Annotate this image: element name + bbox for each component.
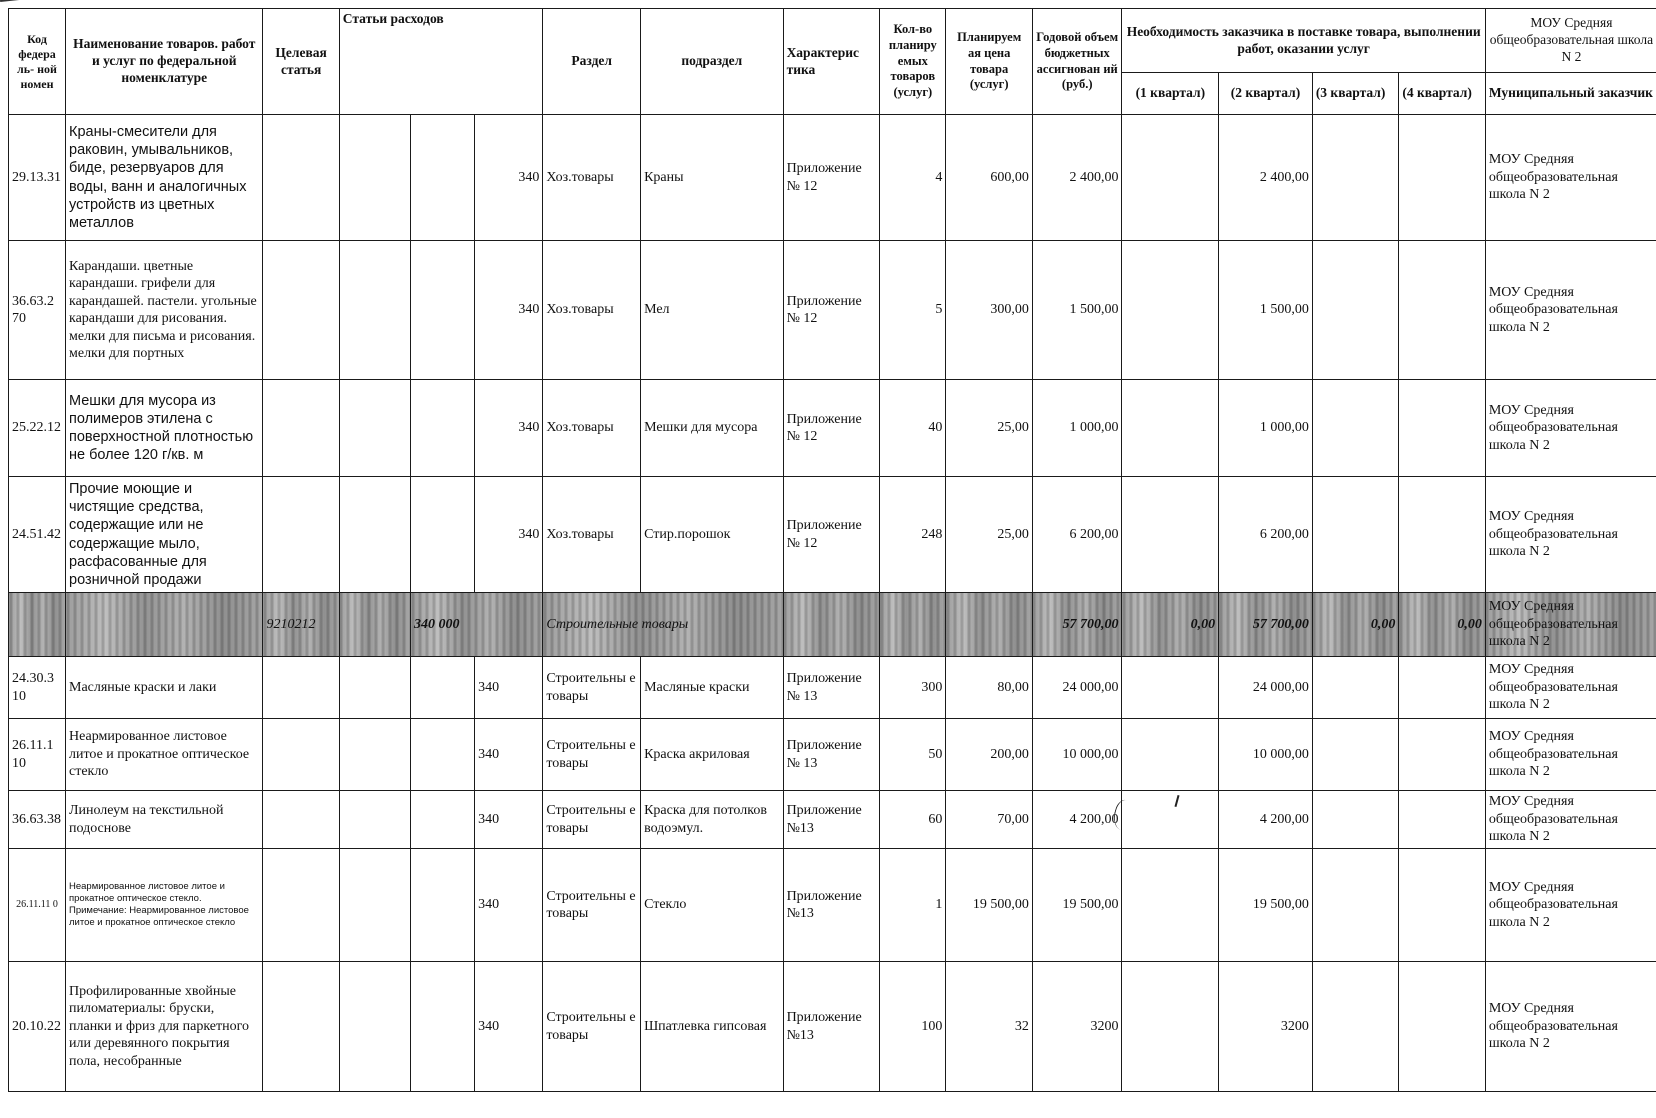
characteristic-cell: Приложение №13 (783, 962, 880, 1092)
header-q3: (3 квартал) (1312, 73, 1399, 115)
subsection-cell: Стир.порошок (641, 477, 784, 593)
q2-cell: 1 500,00 (1219, 241, 1313, 380)
qty-cell: 5 (880, 241, 946, 380)
table-row (9, 719, 1656, 791)
section-cell: Строительны е товары (543, 719, 641, 791)
subsection-cell: Масляные краски (641, 657, 784, 719)
header-annual: Годовой объем бюджетных ассигнован ий (руб.) (1032, 9, 1122, 115)
subtotal-section: Строительные товары (543, 593, 783, 657)
name-cell: Краны-смесители для раковин, умывальников, биде, резервуаров для воды, ванн и аналогичных устройств из цветных металлов (66, 115, 263, 241)
customer-cell: МОУ Средняя общеобразовательная школа N 2 (1485, 241, 1656, 380)
price-cell: 300,00 (946, 241, 1033, 380)
qty-cell: 40 (880, 380, 946, 477)
name-cell: Мешки для мусора из полимеров этилена с поверхностной плотностью не более 120 г/кв. м (66, 380, 263, 477)
price-cell: 200,00 (946, 719, 1033, 791)
q2-cell: 10 000,00 (1219, 719, 1313, 791)
customer-cell: МОУ Средняя общеобразовательная школа N 2 (1485, 849, 1656, 962)
table-row (9, 241, 1656, 380)
header-subsection: подраздел (641, 9, 784, 115)
header-characteristic: Характерис тика (783, 9, 880, 115)
characteristic-cell: Приложение № 12 (783, 115, 880, 241)
price-cell: 25,00 (946, 380, 1033, 477)
customer-cell: МОУ Средняя общеобразовательная школа N 2 (1485, 115, 1656, 241)
customer-cell: МОУ Средняя общеобразовательная школа N 2 (1485, 477, 1656, 593)
subsection-cell: Стекло (641, 849, 784, 962)
subtotal-q2: 57 700,00 (1219, 593, 1313, 657)
characteristic-cell: Приложение №13 (783, 849, 880, 962)
name-cell: Неармированное листовое литое и прокатное оптическое стекло (66, 719, 263, 791)
q2-cell: 3200 (1219, 962, 1313, 1092)
qty-cell: 4 (880, 115, 946, 241)
price-cell: 80,00 (946, 657, 1033, 719)
qty-cell: 60 (880, 791, 946, 849)
characteristic-cell: Приложение № 13 (783, 719, 880, 791)
code-cell: 26.11.1 10 (9, 719, 66, 791)
subtotal-expense: 340 000 (411, 593, 543, 657)
annual-cell: 10 000,00 (1032, 719, 1122, 791)
annual-cell: 1 000,00 (1032, 380, 1122, 477)
q2-cell: 2 400,00 (1219, 115, 1313, 241)
q2-cell: 24 000,00 (1219, 657, 1313, 719)
expense-cell: 340 (475, 791, 543, 849)
customer-cell: МОУ Средняя общеобразовательная школа N 2 (1485, 719, 1656, 791)
name-cell: Карандаши. цветные карандаши. грифели для карандашей. пастели. угольные карандаши для рисования. мелки для письма и рисования. мелки для портных (66, 241, 263, 380)
expense-cell: 340 (475, 849, 543, 962)
subsection-cell: Шпатлевка гипсовая (641, 962, 784, 1092)
header-target: Целевая статья (263, 9, 339, 115)
qty-cell: 300 (880, 657, 946, 719)
section-cell: Хоз.товары (543, 115, 641, 241)
header-need: Необходимость заказчика в поставке товара, выполнении работ, оказании услуг (1122, 9, 1485, 73)
subtotal-target: 9210212 (263, 593, 339, 657)
table-row (9, 849, 1656, 962)
price-cell: 600,00 (946, 115, 1033, 241)
section-cell: Хоз.товары (543, 241, 641, 380)
q2-cell: 4 200,00 (1219, 791, 1313, 849)
name-cell: Прочие моющие и чистящие средства, содержащие или не содержащие мыло, расфасованные для розничной продажи (66, 477, 263, 593)
customer-cell: МОУ Средняя общеобразовательная школа N 2 (1485, 657, 1656, 719)
code-cell: 29.13.31 (9, 115, 66, 241)
q2-cell: 6 200,00 (1219, 477, 1313, 593)
price-cell: 19 500,00 (946, 849, 1033, 962)
qty-cell: 1 (880, 849, 946, 962)
subtotal-q1: 0,00 (1122, 593, 1219, 657)
characteristic-cell: Приложение №13 (783, 791, 880, 849)
annual-cell: 4 200,00 (1032, 791, 1122, 849)
qty-cell: 248 (880, 477, 946, 593)
header-q2: (2 квартал) (1219, 73, 1313, 115)
subtotal-annual: 57 700,00 (1032, 593, 1122, 657)
price-cell: 25,00 (946, 477, 1033, 593)
name-cell: Профилированные хвойные пиломатериалы: бруски, планки и фриз для паркетного или деревянного покрытия пола, несобранные (66, 962, 263, 1092)
code-cell: 25.22.12 (9, 380, 66, 477)
section-cell: Строительны е товары (543, 962, 641, 1092)
subtotal-q3: 0,00 (1312, 593, 1399, 657)
customer-cell: МОУ Средняя общеобразовательная школа N 2 (1485, 380, 1656, 477)
code-cell: 24.51.42 (9, 477, 66, 593)
annual-cell: 24 000,00 (1032, 657, 1122, 719)
header-q4: (4 квартал) (1399, 73, 1486, 115)
name-cell: Масляные краски и лаки (66, 657, 263, 719)
customer-cell: МОУ Средняя общеобразовательная школа N 2 (1485, 962, 1656, 1092)
table-row (9, 657, 1656, 719)
name-cell: Неармированное листовое литое и прокатное оптическое стекло. Примечание: Неармированное листовое литое и прокатное оптическое стекло (66, 849, 263, 962)
expense-cell: 340 (475, 962, 543, 1092)
header-expense: Статьи расходов (339, 9, 543, 115)
annual-cell: 1 500,00 (1032, 241, 1122, 380)
expense-cell: 340 (475, 380, 543, 477)
characteristic-cell: Приложение № 12 (783, 380, 880, 477)
annual-cell: 19 500,00 (1032, 849, 1122, 962)
characteristic-cell: Приложение № 12 (783, 241, 880, 380)
table-row (9, 962, 1656, 1092)
qty-cell: 100 (880, 962, 946, 1092)
name-cell: Линолеум на текстильной подоснове (66, 791, 263, 849)
expense-cell: 340 (475, 115, 543, 241)
header-qty: Кол-во планиру емых товаров (услуг) (880, 9, 946, 115)
characteristic-cell: Приложение № 12 (783, 477, 880, 593)
header-section: Раздел (543, 9, 641, 115)
code-cell: 26.11.11 0 (9, 849, 66, 962)
annual-cell: 2 400,00 (1032, 115, 1122, 241)
annual-cell: 6 200,00 (1032, 477, 1122, 593)
header-row-1 (9, 9, 1656, 73)
subsection-cell: Краны (641, 115, 784, 241)
procurement-table (8, 8, 1656, 1092)
header-org: МОУ Средняя общеобразовательная школа N 2 (1485, 9, 1656, 73)
header-price: Планируем ая цена товара (услуг) (946, 9, 1033, 115)
subtotal-customer: МОУ Средняя общеобразовательная школа N 2 (1485, 593, 1656, 657)
section-cell: Хоз.товары (543, 380, 641, 477)
header-name: Наименование товаров. работ и услуг по федеральной номенклатуре (66, 9, 263, 115)
code-cell: 24.30.3 10 (9, 657, 66, 719)
expense-cell: 340 (475, 241, 543, 380)
section-cell: Строительны е товары (543, 849, 641, 962)
table-row (9, 380, 1656, 477)
subsection-cell: Мел (641, 241, 784, 380)
code-cell: 20.10.22 (9, 962, 66, 1092)
expense-cell: 340 (475, 719, 543, 791)
subsection-cell: Краска для потолков водоэмул. (641, 791, 784, 849)
section-cell: Строительны е товары (543, 791, 641, 849)
subtotal-q4: 0,00 (1399, 593, 1486, 657)
subsection-cell: Мешки для мусора (641, 380, 784, 477)
expense-cell: 340 (475, 657, 543, 719)
qty-cell: 50 (880, 719, 946, 791)
q2-cell: 19 500,00 (1219, 849, 1313, 962)
table-row (9, 791, 1656, 849)
header-q1: (1 квартал) (1122, 73, 1219, 115)
section-cell: Хоз.товары (543, 477, 641, 593)
subsection-cell: Краска акриловая (641, 719, 784, 791)
q2-cell: 1 000,00 (1219, 380, 1313, 477)
price-cell: 70,00 (946, 791, 1033, 849)
table-row (9, 477, 1656, 593)
characteristic-cell: Приложение № 13 (783, 657, 880, 719)
subtotal-row (9, 593, 1656, 657)
code-cell: 36.63.38 (9, 791, 66, 849)
annual-cell: 3200 (1032, 962, 1122, 1092)
header-municipal: Муниципальный заказчик (1485, 73, 1656, 115)
expense-cell: 340 (475, 477, 543, 593)
section-cell: Строительны е товары (543, 657, 641, 719)
header-code: Код федера ль- ной номен (9, 9, 66, 115)
code-cell: 36.63.2 70 (9, 241, 66, 380)
table-row (9, 115, 1656, 241)
price-cell: 32 (946, 962, 1033, 1092)
customer-cell: МОУ Средняя общеобразовательная школа N 2 (1485, 791, 1656, 849)
